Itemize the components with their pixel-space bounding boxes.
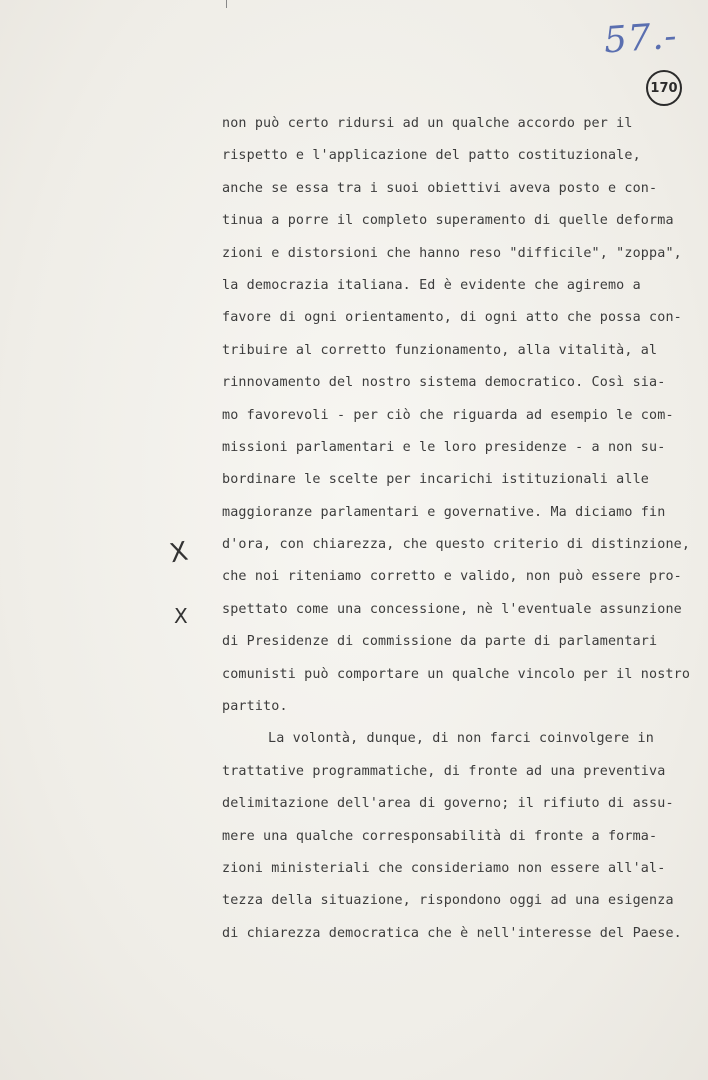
text-line: anche se essa tra i suoi obiettivi aveva posto e con-	[222, 180, 658, 196]
text-line: partito.	[222, 699, 288, 715]
text-line: che noi riteniamo corretto e valido, non può essere pro-	[222, 569, 682, 585]
text-line: delimitazione dell'area di governo; il rifiuto di assu-	[222, 796, 674, 812]
text-line: mere una qualche corresponsabilità di fronte a forma-	[222, 828, 658, 844]
margin-cross-mark: X	[174, 604, 188, 628]
text-line: d'ora, con chiarezza, che questo criterio di distinzione,	[222, 537, 691, 553]
text-line: bordinare le scelte per incarichi istituzionali alle	[222, 472, 650, 488]
text-line: la democrazia italiana. Ed è evidente che agiremo a	[222, 277, 641, 293]
folio-stamp: 170	[646, 70, 682, 106]
page-number: 57.-	[602, 15, 679, 62]
text-line: rispetto e l'applicazione del patto costituzionale,	[222, 148, 641, 164]
text-line: La volontà, dunque, di non farci coinvolgere in	[268, 731, 654, 747]
text-line: maggioranze parlamentari e governative. Ma diciamo fin	[222, 504, 666, 520]
text-line: tribuire al corretto funzionamento, alla vitalità, al	[222, 342, 658, 358]
text-line: di Presidenze di commissione da parte di parlamentari	[222, 634, 658, 650]
text-line: missioni parlamentari e le loro presidenze - a non su-	[222, 439, 666, 455]
edge-mark	[226, 0, 227, 8]
text-line: mo favorevoli - per ciò che riguarda ad esempio le com-	[222, 407, 674, 423]
text-line: non può certo ridursi ad un qualche accordo per il	[222, 116, 633, 131]
text-line: comunisti può comportare un qualche vincolo per il nostro	[222, 666, 691, 682]
text-line: spettato come una concessione, nè l'eventuale assunzione	[222, 601, 682, 617]
text-line: tezza della situazione, rispondono oggi ad una esigenza	[222, 893, 674, 909]
text-line: tinua a porre il completo superamento di quelle deforma	[222, 213, 674, 229]
text-line: rinnovamento del nostro sistema democratico. Così sia-	[222, 375, 666, 391]
text-line: di chiarezza democratica che è nell'interesse del Paese.	[222, 925, 682, 941]
text-line: zioni ministeriali che consideriamo non essere all'al-	[222, 860, 666, 876]
margin-cross-mark: X	[167, 536, 191, 570]
text-line: favore di ogni orientamento, di ogni atto che possa con-	[222, 310, 682, 326]
typewritten-body	[222, 108, 702, 950]
text-line: zioni e distorsioni che hanno reso "difficile", "zoppa",	[222, 245, 682, 261]
text-line: trattative programmatiche, di fronte ad una preventiva	[222, 763, 666, 779]
